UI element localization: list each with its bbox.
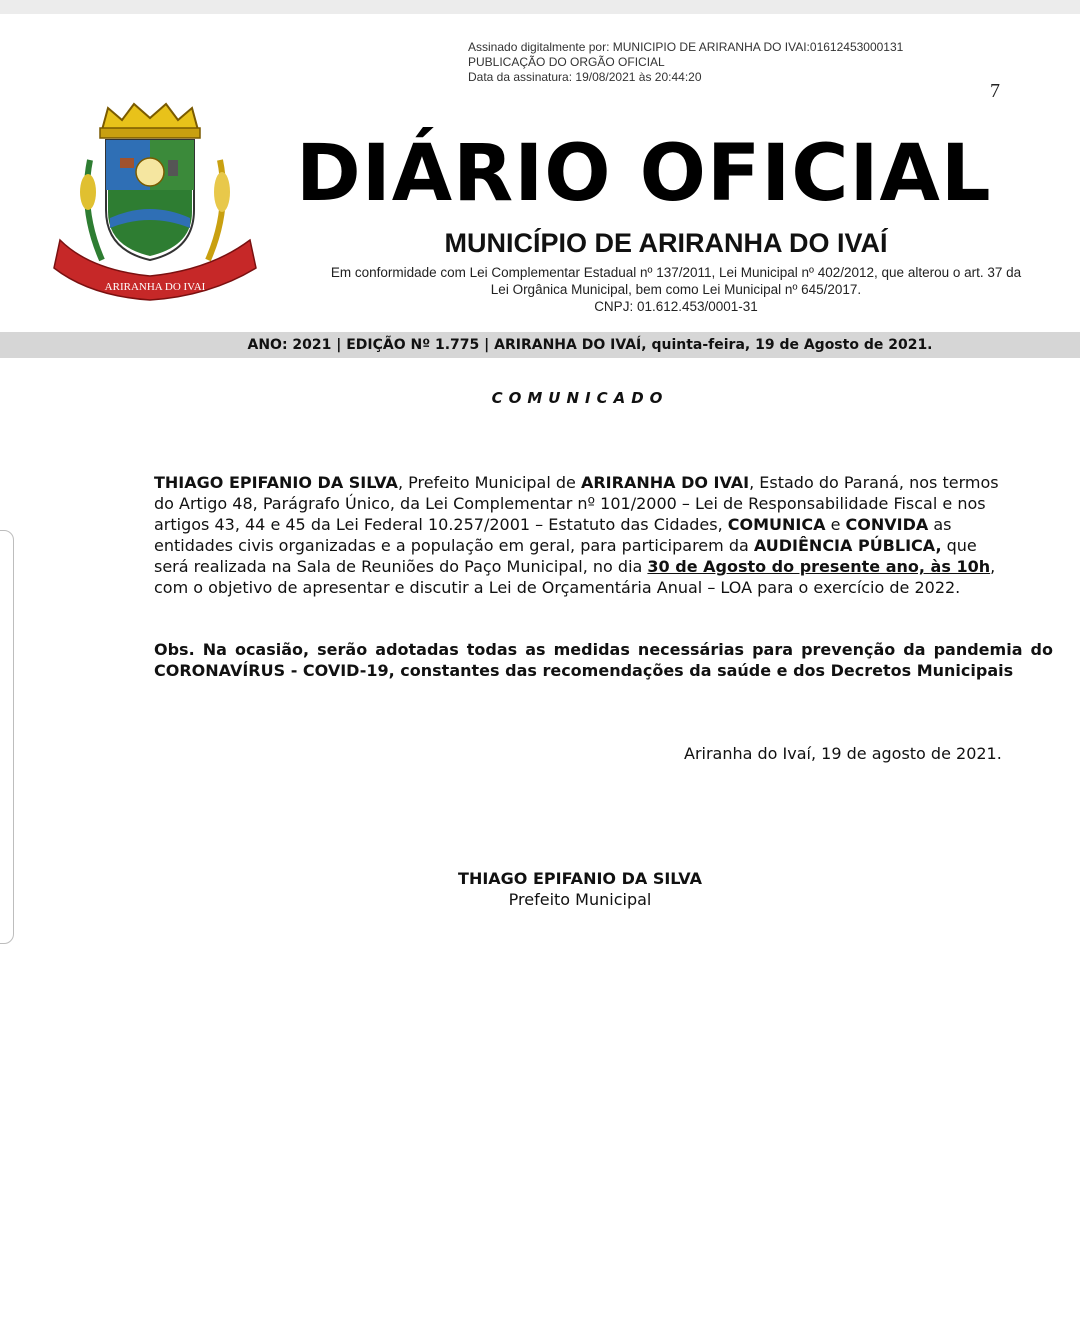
text-segment: , Prefeito Municipal de <box>397 473 581 492</box>
newspaper-title: DIÁRIO OFICIAL <box>296 129 992 219</box>
place-and-date: Ariranha do Ivaí, 19 de agosto de 2021. <box>684 744 1002 763</box>
signer-role: Prefeito Municipal <box>508 890 652 909</box>
observation-note: Obs. Na ocasião, serão adotadas todas as medidas necessárias para prevenção da pandemia do CORONAVÍRUS - COVID-19, constantes das recomendações da saúde e dos Decretos Municipais <box>154 640 1053 680</box>
audiencia-publica: AUDIÊNCIA PÚBLICA, <box>753 536 942 555</box>
city-name: ARIRANHA DO IVAI <box>580 473 750 492</box>
crest-banner-text: ARIRANHA DO IVAI <box>104 281 206 293</box>
notice-heading: COMUNICADO <box>491 389 669 407</box>
mayor-name: THIAGO EPIFANIO DA SILVA <box>154 473 398 492</box>
comunica-word: COMUNICA <box>727 515 826 534</box>
text-segment: , com o objetivo de apresentar e discutir a Lei de Orçamentária Anual – LOA para o exercício de 2022. <box>154 557 996 597</box>
notice-body <box>154 472 1000 598</box>
convida-word: CONVIDA <box>845 515 929 534</box>
conformity-statement <box>300 264 1052 315</box>
signature-line-3: Data da assinatura: 19/08/2021 às 20:44:20 <box>468 70 702 84</box>
text-segment: , Estado do Paraná, nos termos do Artigo 48, Parágrafo Único, da Lei Complementar nº 101/2000 – Lei de Responsabilidade Fiscal e nos artigos 43, 44 e 45 da Lei Federal 10.257/2001 – Estatuto das Cidades, <box>154 473 999 534</box>
text-segment: as entidades civis organizadas e a população em geral, para participarem da <box>154 515 952 555</box>
text-segment: e <box>825 515 846 534</box>
municipal-crest-icon <box>50 100 260 310</box>
conformity-line-2: Lei Orgânica Municipal, bem como Lei Municipal nº 645/2017. <box>490 282 862 297</box>
edition-info: ANO: 2021 | EDIÇÃO Nº 1.775 | ARIRANHA DO IVAÍ, quinta-feira, 19 de Agosto de 2021. <box>247 337 933 353</box>
signature-line-2: PUBLICAÇÃO DO ORGÃO OFICIAL <box>468 55 665 69</box>
signer-name: THIAGO EPIFANIO DA SILVA <box>458 869 702 888</box>
top-strip <box>0 0 1080 14</box>
meeting-date: 30 de Agosto do presente ano, às 10h <box>647 557 991 576</box>
cnpj: CNPJ: 01.612.453/0001-31 <box>594 299 758 314</box>
digital-signature <box>468 40 903 85</box>
municipality-name: MUNICÍPIO DE ARIRANHA DO IVAÍ <box>444 228 888 258</box>
conformity-line-1: Em conformidade com Lei Complementar Estadual nº 137/2011, Lei Municipal nº 402/2012, que alterou o art. 37 da <box>330 265 1022 280</box>
signature-line-1: Assinado digitalmente por: MUNICIPIO DE ARIRANHA DO IVAI:01612453000131 <box>468 40 904 54</box>
side-handle[interactable] <box>0 530 14 944</box>
page-number: 7 <box>990 80 1000 102</box>
notice-paragraph <box>154 472 1000 598</box>
text-segment: que será realizada na Sala de Reuniões do Paço Municipal, no dia <box>154 536 977 576</box>
